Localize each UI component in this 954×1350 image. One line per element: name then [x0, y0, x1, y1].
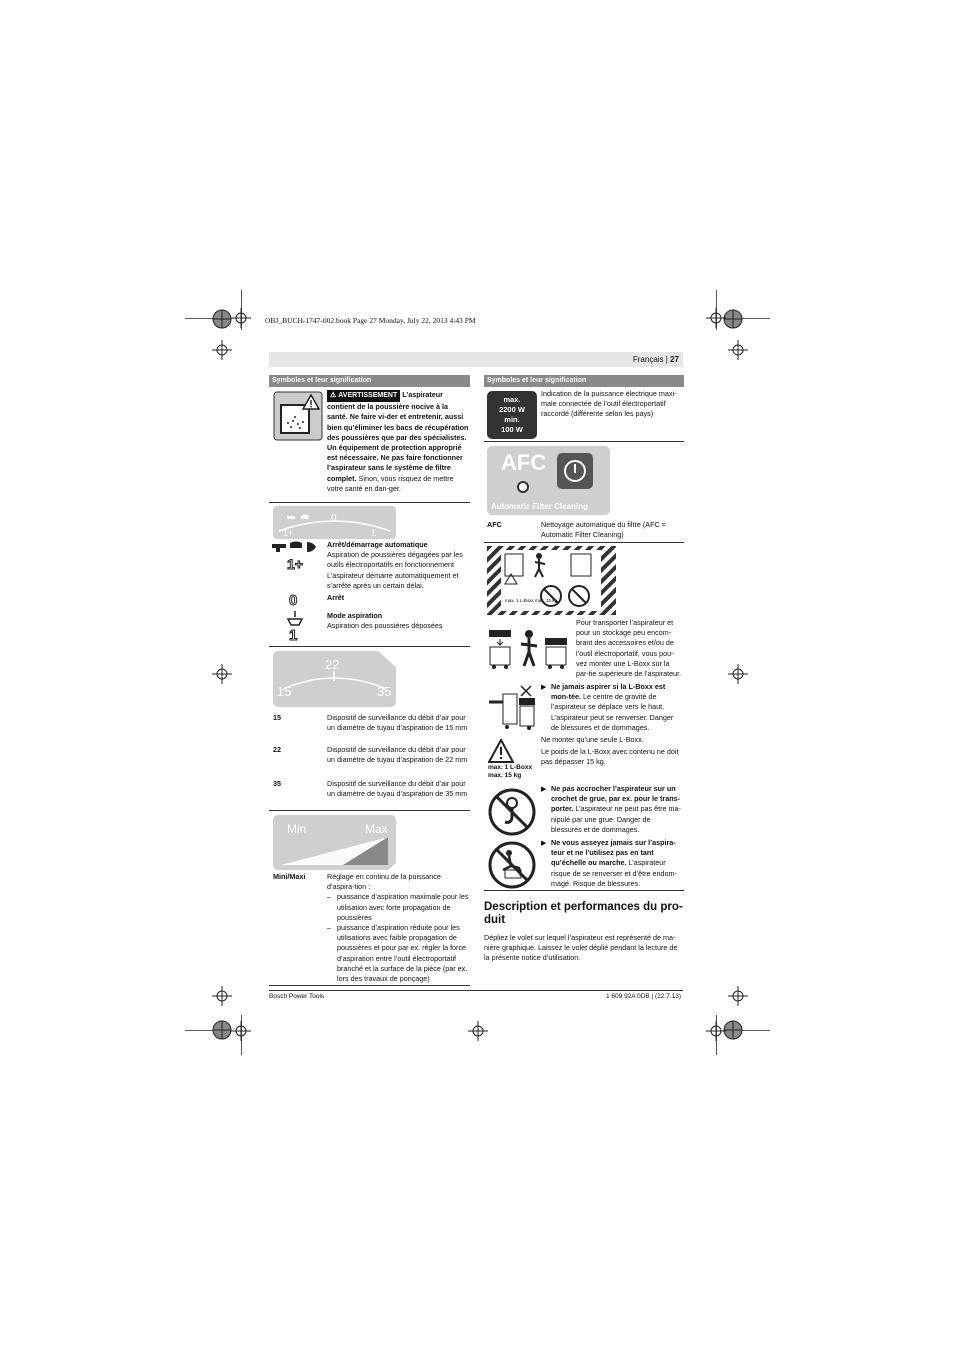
min-label: Min	[287, 822, 307, 836]
crosshair-icon	[706, 1021, 726, 1041]
dial-label-35: 35	[377, 684, 392, 699]
sit-warning: ▶ Ne vous asseyez jamais sur l’aspira-teur et ne l’utilisez pas en tant qu’échelle ou marche. L’aspirateur risque de se renverser et d’être endom-magé. Risque de blessures.	[541, 838, 677, 888]
flow-row-key: 15	[273, 713, 281, 722]
afc-caption: Automatic Filter Cleaning	[491, 502, 588, 511]
switch-panel-graphic	[273, 506, 396, 539]
minmax-item: puissance d’aspiration maximale pour les utilisation avec forte propagation de poussières	[337, 892, 469, 922]
dust-container-warning-icon	[273, 391, 323, 441]
lboxx-warning: ▶ Ne jamais aspirer si la L-Boxx est mon-tée. Le centre de gravité de l’aspirateur se déplace vers le haut. L’aspirateur peut se renverser. Danger de blessures et de dommages.	[541, 682, 674, 732]
minmax-key: Mini/Maxi	[273, 872, 306, 881]
minmax-item: puissance d’aspiration réduite pour les utilisations avec faible propagation de poussières et pour par ex. régler la force d’aspiration entre l’outil électroportatif branché et la surface de la pièce (par ex. lors des travaux de ponçage)	[337, 923, 468, 984]
crosshair-icon	[212, 340, 232, 360]
stop-symbol: 0	[289, 592, 298, 609]
crosshair-icon	[706, 308, 726, 328]
crosshair-icon	[728, 664, 748, 684]
switch-label-right: 1	[371, 528, 377, 538]
crosshair-icon	[231, 1021, 251, 1041]
registration-mark-icon	[212, 1020, 232, 1040]
flow-row-key: 22	[273, 745, 281, 754]
no-suction-with-lboxx-icon	[487, 684, 537, 732]
crosshair-icon	[728, 340, 748, 360]
weight-label: max. 1 L-Boxx max. 15 kg	[488, 764, 533, 779]
warning-text: ⚠ AVERTISSEMENT L’aspirateur contient de la poussière nocive à la santé. Ne faire vi-der et entretenir, aussi bien qu’éliminer les bacs de récupération des poussières que par des spécialistes. Un équipement de protection approprié est nécessaire. Ne pas faire fonctionner l’aspirateur sans le système de filtre complet. Sinon, vous risquez de mettre votre santé en dan-ger.	[327, 390, 469, 493]
power-tools-icon	[271, 540, 321, 554]
warning-triangle-icon	[488, 739, 514, 763]
afc-description: Nettoyage automatique du filtre (AFC = Automatic Filter Cleaning)	[541, 520, 666, 540]
book-info: OBJ_BUCH-1747-002.book Page 27 Monday, July 22, 2013 4:43 PM	[265, 316, 476, 325]
page-number: 27	[670, 355, 679, 364]
crosshair-icon	[231, 308, 251, 328]
suction-mode-description: Mode aspiration Aspiration des poussières déposées	[327, 611, 443, 631]
weight-description: Le poids de la L-Boxx avec contenu ne doit pas dépasser 15 kg.	[541, 747, 679, 767]
transport-description: Pour transporter l’aspirateur et pour un stockage peu encom-brant des accessoires et/ou de l’outil électroportatif, vous pou-vez monter une L-Boxx sur la par-tie supérieure de l’aspirateur.	[576, 618, 682, 679]
no-crane-hook-icon	[487, 787, 537, 837]
registration-mark-icon	[212, 309, 232, 329]
warning-badge: ⚠ AVERTISSEMENT	[327, 390, 400, 402]
power-description: Indication de la puissance électrique maxi-male connectée de l’outil électroportatif raccordé (différente selon les pays)	[541, 389, 677, 419]
single-lboxx-note: Ne monter qu’une seule L-Boxx.	[541, 735, 644, 744]
registration-mark-icon	[723, 1020, 743, 1040]
afc-panel	[487, 446, 610, 515]
right-column-header: Symboles et leur signification	[484, 375, 684, 387]
left-column-header: Symboles et leur signification	[269, 375, 470, 387]
afc-logo: AFC	[501, 450, 547, 475]
afc-indicator-icon	[517, 481, 529, 493]
language-label: Français	[632, 355, 664, 364]
label-small-text: max. 1 L-Boxx max. 15 kg	[505, 598, 558, 603]
section-title: Description et performances du pro-duit	[484, 901, 683, 926]
flow-row-text: Dispositif de surveillance du débit d’air pour un diamètre de tuyau d’aspiration de 15 mm	[327, 713, 468, 733]
max-label: Max	[365, 822, 388, 836]
flow-row-text: Dispositif de surveillance du débit d’air pour un diamètre de tuyau d’aspiration de 35 mm	[327, 779, 468, 799]
crane-warning: ▶ Ne pas accrocher l’aspirateur sur un crochet de grue, par ex. pour le trans-porter. L’aspirateur ne peut pas être ma-nipulé par une grue. Danger de blessures et de dommages.	[541, 784, 681, 834]
suction-nozzle-icon	[285, 611, 305, 627]
flow-row-key: 35	[273, 779, 281, 788]
no-sitting-icon	[487, 840, 537, 890]
switch-label-left: 1+	[283, 528, 294, 538]
flow-dial-graphic	[273, 651, 396, 707]
min-max-panel-graphic	[273, 815, 396, 870]
afc-power-button-icon	[557, 453, 593, 489]
crosshair-icon	[468, 1021, 488, 1041]
footer-brand: Bosch Power Tools	[269, 993, 325, 1000]
product-label-graphic	[487, 546, 616, 615]
auto-symbol: 1+	[287, 556, 303, 572]
minmax-description: Réglage en continu de la puissance d’aspira-tion : – puissance d’aspiration maximale pour les utilisation avec forte propagation de poussières – puissance d’aspiration réduite pour les utilisations avec faible propagation de poussières et pour par ex. régler la force d’aspiration entre l’outil électroportatif branché et la surface de la pièce (par ex. lors des travaux de ponçage)	[327, 872, 469, 984]
flow-row-text: Dispositif de surveillance du débit d’air pour un diamètre de tuyau d’aspiration de 22 mm	[327, 745, 468, 765]
section-text: Dépliez le volet sur lequel l’aspirateur est représenté de ma-nière graphique. Laissez le volet déplié pendant la lecture de la présente notice d’utilisation.	[484, 933, 678, 963]
transport-lboxx-icon	[487, 628, 571, 670]
crosshair-icon	[728, 986, 748, 1006]
dial-label-22: 22	[325, 657, 340, 672]
footer-docref: 1 609 92A 0DB | (22.7.13)	[606, 993, 682, 1000]
page-header: Français | 27	[269, 352, 683, 367]
switch-label-mid: 0	[331, 513, 337, 524]
stop-title: Arrêt	[327, 593, 345, 602]
crosshair-icon	[212, 664, 232, 684]
afc-key: AFC	[487, 520, 502, 529]
registration-mark-icon	[723, 309, 743, 329]
dial-label-15: 15	[277, 684, 292, 699]
auto-start-description: Arrêt/démarrage automatique Aspiration de poussières dégagées par les outils électroportatifs en fonctionnement L’aspirateur démarre automatiquement et s’arrête après un certain délai.	[327, 540, 463, 590]
suction-symbol: 1	[289, 627, 298, 644]
crosshair-icon	[212, 986, 232, 1006]
power-badge: max. 2200 W min. 100 W	[487, 391, 537, 439]
